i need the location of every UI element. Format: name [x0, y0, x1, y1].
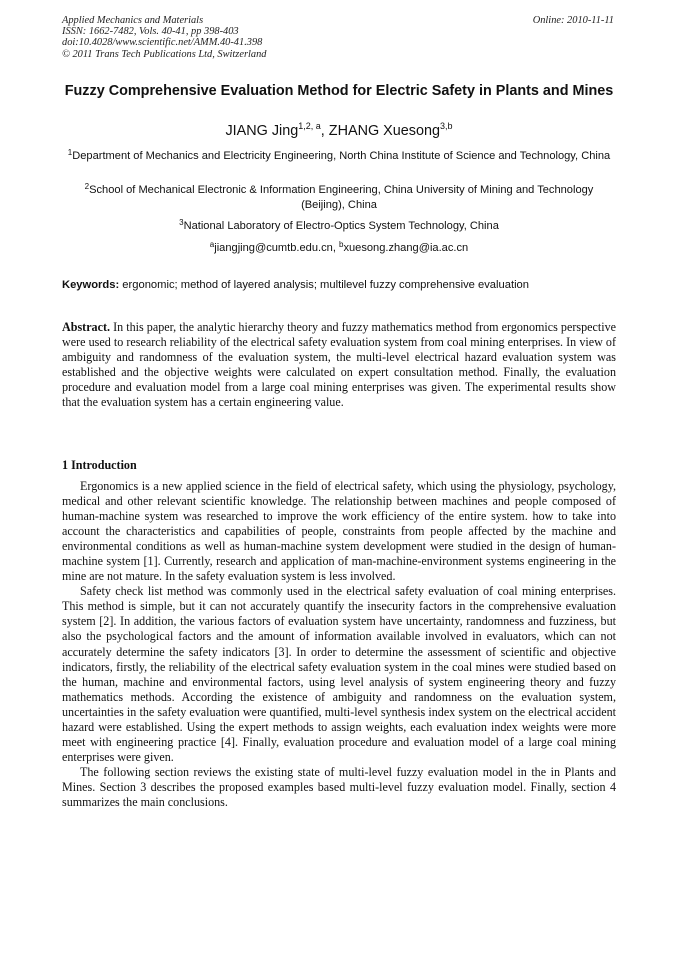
section-heading: 1 Introduction: [62, 458, 137, 472]
author-name: ZHANG Xuesong: [328, 123, 440, 139]
abstract-label: Abstract.: [62, 320, 111, 334]
affiliation-text: Department of Mechanics and Electricity Engineering, North China Institute of Science and Technology, China: [72, 150, 611, 162]
abstract-text: In this paper, the analytic hierarchy theory and fuzzy mathematics method from ergonomics perspective were used to research reliability of the electrical safety evaluation system from coal mining enterprises. In view of ambiguity and randomness of the evaluation system, the multi-level electrical hazard evaluation system was established and the objective weights were calculated on expert consultation method. Finally, the evaluation procedure and evaluation model from a large coal mining enterprises was given. The experimental results show that the evaluation system has a certain engineering value.: [62, 320, 616, 409]
affiliation-number: 1: [67, 148, 73, 157]
paragraph: Safety check list method was commonly used in the electrical safety evaluation of coal mining enterprises. This method is simple, but it can not accurately quantify the insecurity factors in the comprehensive evaluation system [2]. In addition, the various factors of evaluation system have uncertainty, randomness and fuzziness, but also the psychological factors and the amount of information available involved in evaluators, which can not accurately determine the safety indicators [3]. In order to determine the assessment of scientific and objective indicators, firstly, the reliability of the electrical safety evaluation system in the coal mines were studied based on the human, machine and environmental factors, using level analysis of system engineering theory and fuzzy mathematics methods. According the existence of ambiguity and randomness on the evaluation system, uncertainties in the safety evaluation were quantified, multi-level synthesis index system on the electrical accident hazard were established. Using the expert methods to assign weights, each evaluation index weights were more meet with engineering practice [4]. Finally, evaluation procedure and evaluation model of a large coal mining enterprises were given.: [62, 584, 616, 764]
email-link[interactable]: xuesong.zhang@ia.ac.cn: [343, 242, 469, 254]
author-line: [62, 121, 616, 141]
affiliation-text: School of Mechanical Electronic & Information Engineering, China University of Mining and Technology (Beijing), China: [89, 184, 594, 211]
email-line: [62, 241, 616, 256]
online-date: Online: 2010-11-11: [532, 15, 614, 26]
author-affiliation-mark: 1,2, a: [298, 121, 321, 131]
keywords-label: Keywords:: [62, 279, 120, 291]
paragraph: Ergonomics is a new applied science in the field of electrical safety, which using the physiology, psychology, medical and other relevant scientific knowledge. The relationship between machines and people composed of human-machine system was researched to improve the work efficiency of the entire system. how to take into account the characteristics and capabilities of people, constraints from people affected by the machine and environmental conditions as well as human-machine system development were studied in the design of human-machine system [1]. Currently, research and application of man-machine-environment systems engineering in the mine are not mature. In the safety evaluation system is less involved.: [62, 479, 616, 584]
affiliation-number: 3: [179, 218, 184, 227]
journal-header: [62, 15, 266, 60]
author-affiliation-mark: 3,b: [439, 121, 453, 131]
keywords-text: ergonomic; method of layered analysis; multilevel fuzzy comprehensive evaluation: [119, 279, 529, 291]
author-separator: ,: [320, 123, 329, 139]
section-body: [62, 479, 616, 810]
issn-line: ISSN: 1662-7482, Vols. 40-41, pp 398-403: [62, 26, 239, 38]
email-mark: a: [209, 240, 215, 249]
affiliation-number: 2: [84, 182, 90, 191]
copyright-line: © 2011 Trans Tech Publications Ltd, Switzerland: [62, 48, 267, 60]
email-mark: b: [338, 240, 344, 249]
affiliation: [62, 183, 616, 213]
affiliation-text: National Laboratory of Electro-Optics System Technology, China: [183, 220, 499, 232]
doi-line: doi:10.4028/www.scientific.net/AMM.40-41.398: [62, 37, 263, 49]
abstract: [62, 320, 616, 410]
affiliation: [62, 219, 616, 234]
journal-name: Applied Mechanics and Materials: [62, 15, 204, 26]
email-link[interactable]: jiangjing@cumtb.edu.cn,: [214, 242, 339, 254]
author-name: JIANG Jing: [225, 123, 299, 139]
affiliation: [62, 149, 616, 164]
paragraph: The following section reviews the existing state of multi-level fuzzy evaluation model in the in Plants and Mines. Section 3 describes the proposed examples based multi-level fuzzy evaluation model. Finally, section 4 summarizes the main conclusions.: [62, 764, 616, 809]
keywords: [62, 278, 616, 293]
paper-title: Fuzzy Comprehensive Evaluation Method for Electric Safety in Plants and Mines: [64, 83, 614, 99]
